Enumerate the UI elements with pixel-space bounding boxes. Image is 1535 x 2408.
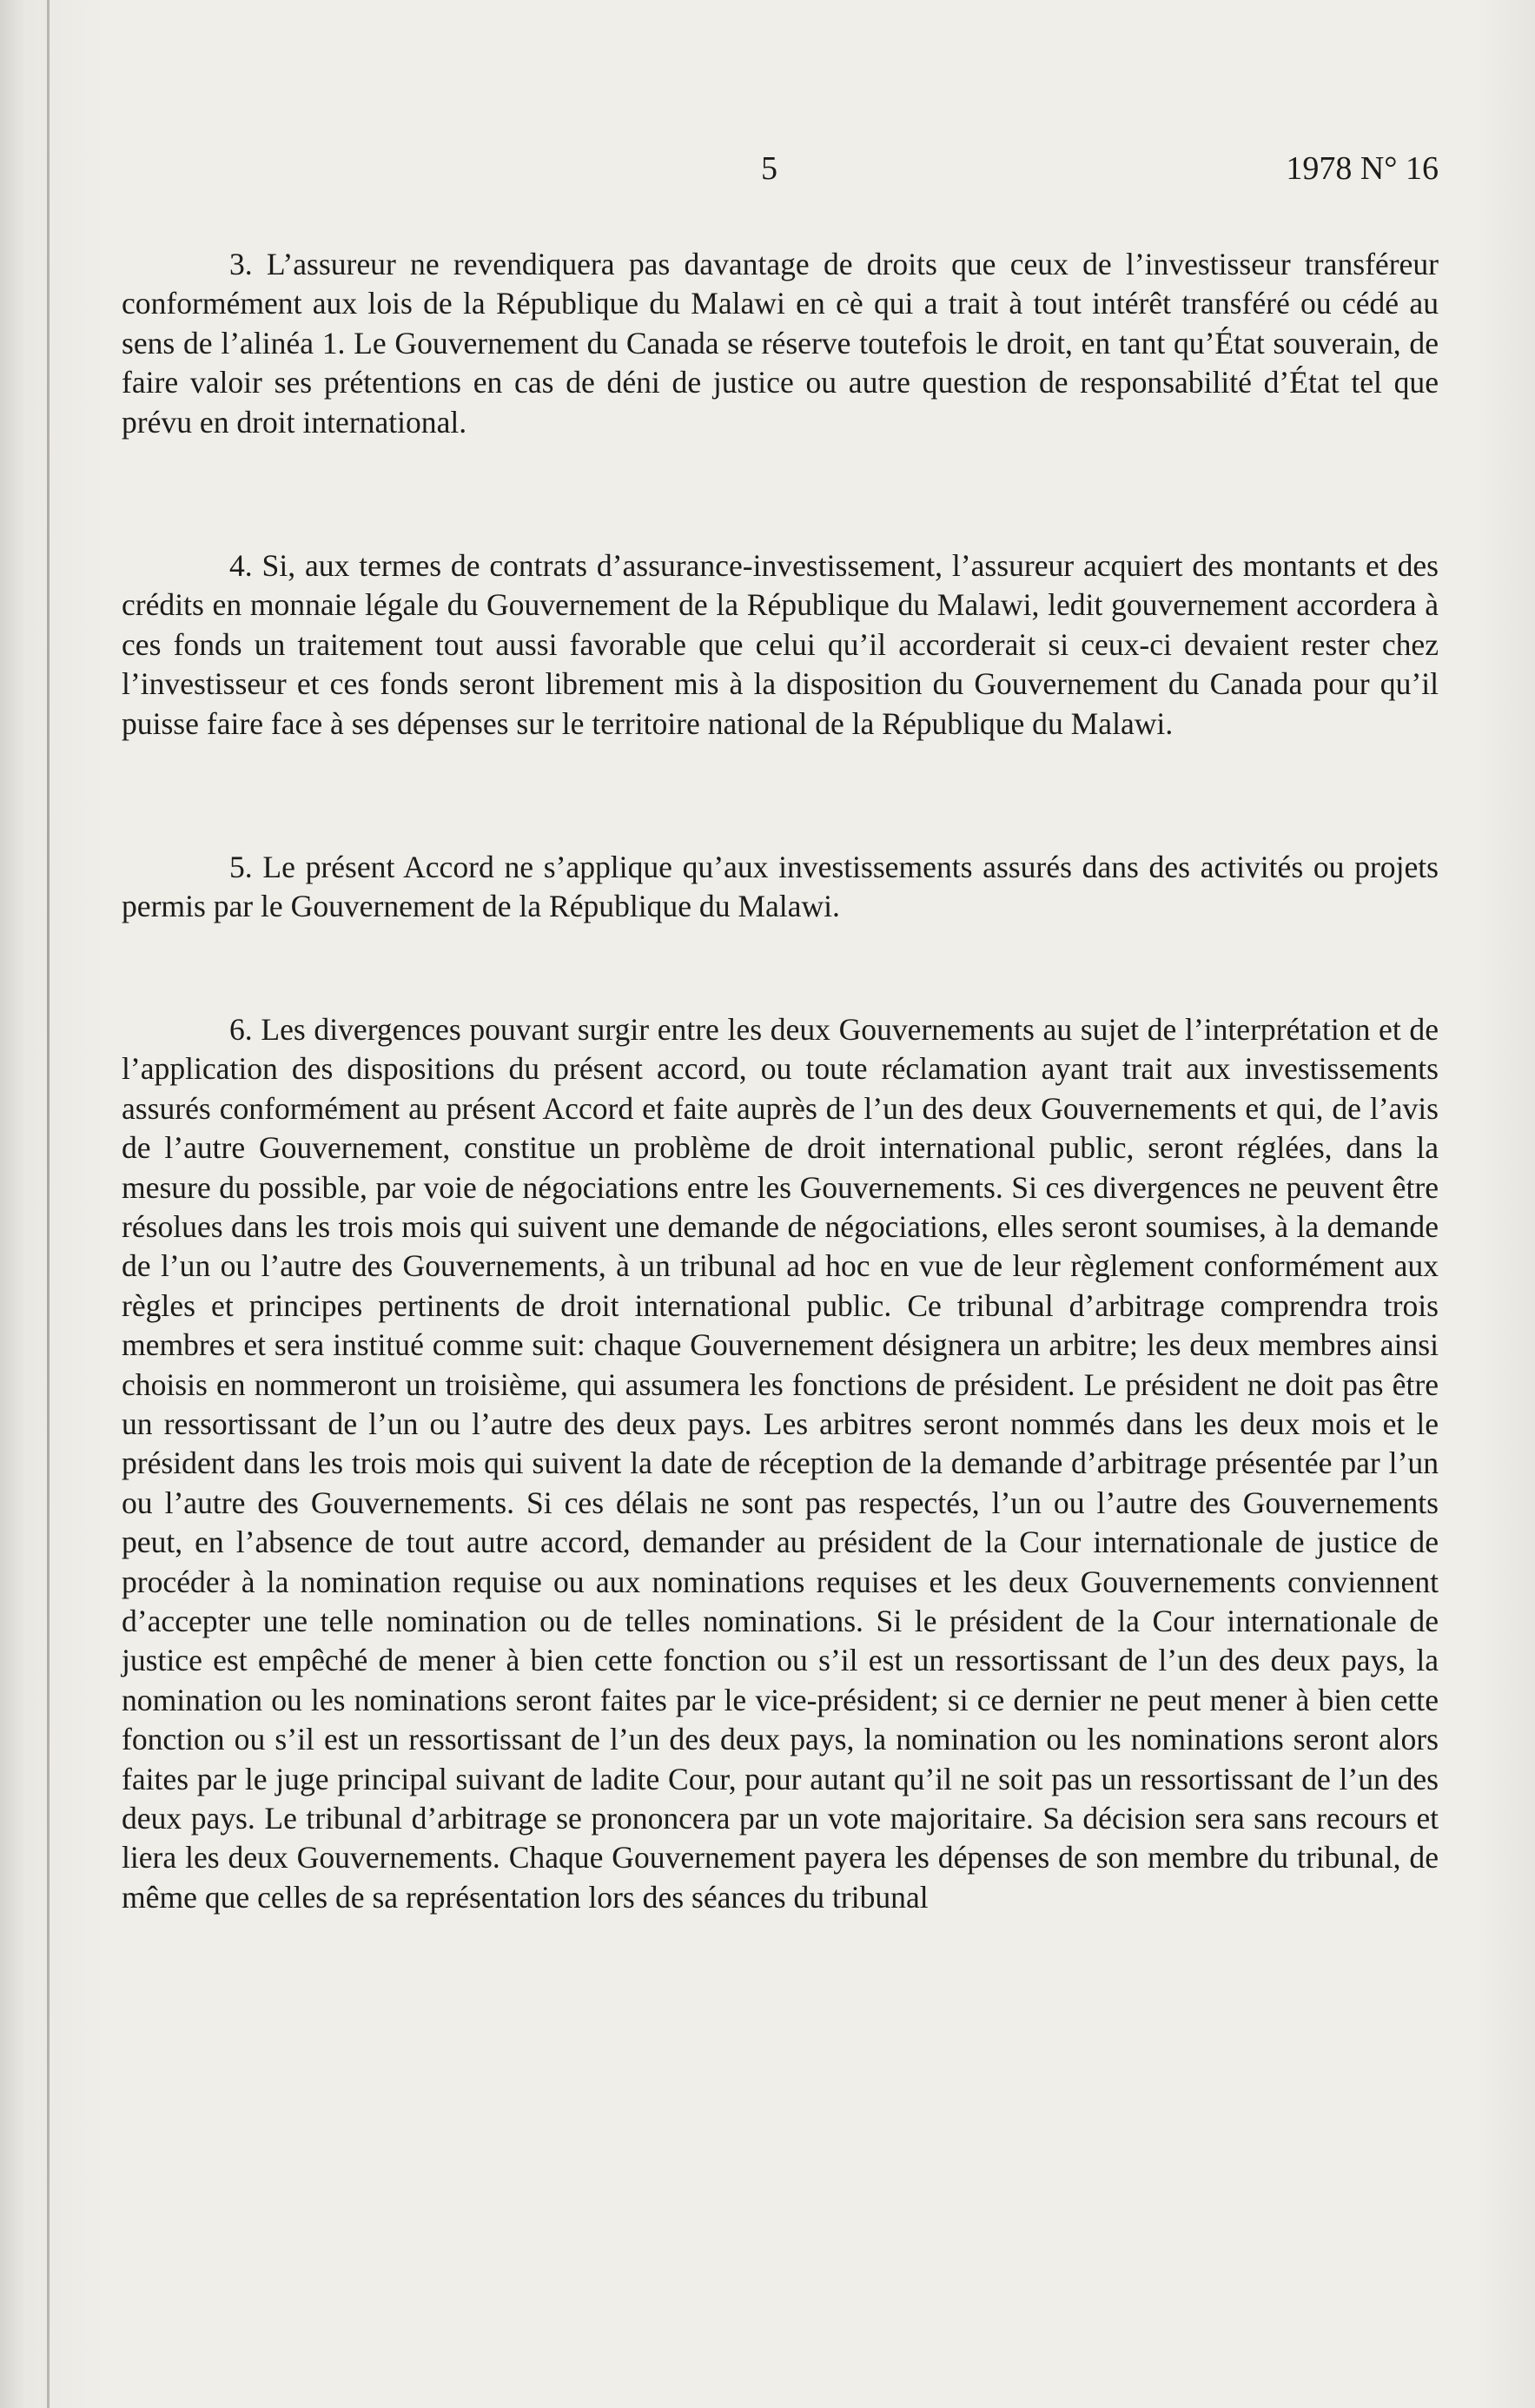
page-header xyxy=(122,149,1439,193)
paragraph-5: 5. Le présent Accord ne s’applique qu’aux investissements assurés dans des activités ou projets permis par le Gouvernement de la République du Malawi. xyxy=(122,850,1439,924)
body-text xyxy=(122,245,1439,1917)
document-reference: 1978 N° 16 xyxy=(1286,150,1439,187)
paragraph-3: 3. L’assureur ne revendiquera pas davantage de droits que ceux de l’investisseur transféreur conformément aux lois de la République du Malawi en cè qui a trait à tout intérêt transféré ou cédé au sens de l’alinéa 1. Le Gouvernement du Canada se réserve toutefois le droit, en tant qu’État souverain, de faire valoir ses prétentions en cas de déni de justice ou autre question de responsabilité d’État tel que prévu en droit international. xyxy=(122,247,1439,440)
binding-gutter xyxy=(47,0,50,2408)
page-number: 5 xyxy=(761,150,777,187)
paragraph-6: 6. Les divergences pouvant surgir entre les deux Gouvernements au sujet de l’interprétation et de l’application des dispositions du présent accord, ou toute réclamation ayant trait aux investissements assurés conformément au présent Accord et faite auprès de l’un des deux Gouvernements et qui, de l’avis de l’autre Gouvernement, constitue un problème de droit international public, seront réglées, dans la mesure du possible, par voie de négociations entre les Gouvernements. Si ces divergences ne peuvent être résolues dans les trois mois qui suivent une demande de négociations, elles seront soumises, à la demande de l’un ou l’autre des Gouvernements, à un tribunal ad hoc en vue de leur règlement conformément aux règles et principes pertinents de droit international public. Ce tribunal d’arbitrage comprendra trois membres et sera institué comme suit: chaque Gouvernement désignera un arbitre; les deux membres ainsi choisis en nommeront un troisième, qui assumera les fonctions de président. Le président ne doit pas être un ressortissant de l’un ou l’autre des deux pays. Les arbitres seront nommés dans les deux mois et le président dans les trois mois qui suivent la date de réception de la demande d’arbitrage présentée par l’un ou l’autre des Gouvernements. Si ces délais ne sont pas respectés, l’un ou l’autre des Gouvernements peut, en l’absence de tout autre accord, demander au président de la Cour internationale de justice de procéder à la nomination requise ou aux nominations requises et les deux Gouvernements conviennent d’accepter une telle nomination ou de telles nominations. Si le président de la Cour internationale de justice est empêché de mener à bien cette fonction ou s’il est un ressortissant de l’un des deux pays, la nomination ou les nominations seront faites par le vice-président; si ce dernier ne peut mener à bien cette fonction ou s’il est un ressortissant de l’un des deux pays, la nomination ou les nominations seront alors faites par le juge principal suivant de ladite Cour, pour autant qu’il ne soit pas un ressortissant de l’un des deux pays. Le tribunal d’arbitrage se prononcera par un vote majoritaire. Sa décision sera sans recours et liera les deux Gouvernements. Chaque Gouvernement payera les dépenses de son membre du tribunal, de même que celles de sa représentation lors des séances du tribunal xyxy=(122,1011,1439,1915)
paragraph-4: 4. Si, aux termes de contrats d’assurance-investissement, l’assureur acquiert des montants et des crédits en monnaie légale du Gouvernement de la République du Malawi, ledit gouvernement accordera à ces fonds un traitement tout aussi favorable que celui qu’il accorderait si ceux-ci devaient rester chez l’investisseur et ces fonds seront librement mis à la disposition du Gouvernement du Canada pour qu’il puisse faire face à ses dépenses sur le territoire national de la République du Malawi. xyxy=(122,548,1439,741)
